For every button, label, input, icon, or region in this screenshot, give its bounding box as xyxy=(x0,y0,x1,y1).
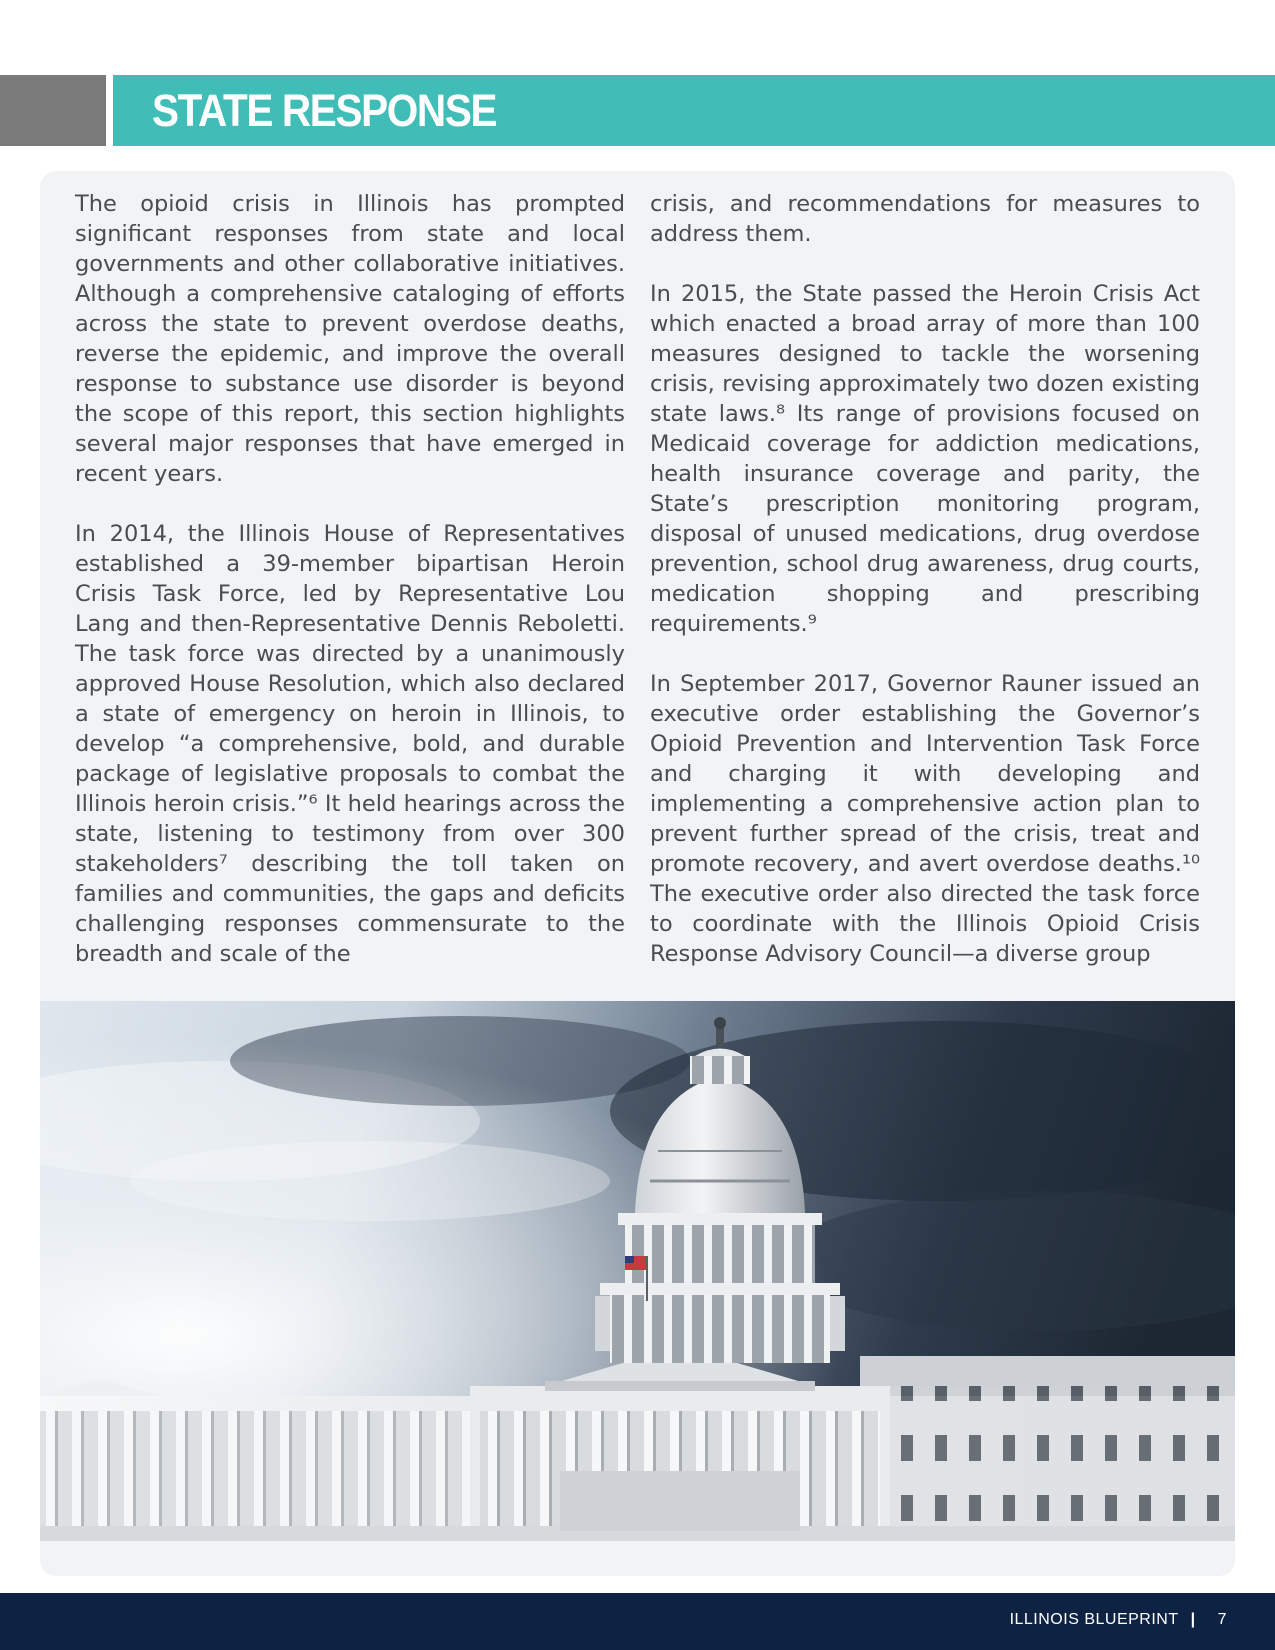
right-text-column xyxy=(650,189,1200,969)
capitol-photo xyxy=(40,1001,1235,1541)
paragraph-intro: The opioid crisis in Illinois has prompted significant responses from state and local governments and other collaborative initiatives. Although a comprehensive cataloging of efforts across the state to prevent overdose deaths, reverse the epidemic, and improve the overall response to substance use disorder is beyond the scope of this report, this section highlights several major responses that have emerged in recent years. xyxy=(75,191,625,487)
paragraph-task-force-2014: In 2014, the Illinois House of Representatives established a 39-member bipartisan Heroin Crisis Task Force, led by Representative Lou Lang and then-Representative Dennis Reboletti. The task force was directed by a unanimously approved House Resolution, which also declared a state of emergency on heroin in Illinois, to develop “a comprehensive, bold, and durable package of legislative proposals to combat the Illinois heroin crisis.”⁶ It held hearings across the state, listening to testimony from over 300 stakeholders⁷ describing the toll taken on families and communities, the gaps and deficits challenging responses commensurate to the breadth and scale of the xyxy=(75,521,625,967)
left-text-column xyxy=(75,189,625,969)
publication-name: ILLINOIS BLUEPRINT xyxy=(1009,1611,1179,1628)
content-panel xyxy=(40,171,1235,1576)
page-footer xyxy=(0,1593,1275,1650)
section-title: STATE RESPONSE xyxy=(152,85,497,136)
header-accent-block xyxy=(0,75,106,146)
paragraph-continuation: crisis, and recommendations for measures to address them. xyxy=(650,191,1200,247)
paragraph-heroin-crisis-act: In 2015, the State passed the Heroin Crisis Act which enacted a broad array of more than 100 measures designed to tackle the worsening crisis, revising approximately two dozen existing state laws.⁸ Its range of provisions focused on Medicaid coverage for addiction medications, health insurance coverage and parity, the State’s prescription monitoring program, disposal of unused medications, drug overdose prevention, school drug awareness, drug courts, medication shopping and prescribing requirements.⁹ xyxy=(650,281,1200,637)
footer-separator: | xyxy=(1190,1611,1196,1628)
paragraph-executive-order: In September 2017, Governor Rauner issued an executive order establishing the Governor’s Opioid Prevention and Intervention Task Force and charging it with developing and implementing a comprehensive action plan to prevent further spread of the crisis, treat and promote recovery, and avert overdose deaths.¹⁰ The executive order also directed the task force to coordinate with the Illinois Opioid Crisis Response Advisory Council—a diverse group xyxy=(650,671,1200,967)
section-header xyxy=(0,75,1275,146)
page-number: 7 xyxy=(1217,1611,1227,1628)
footer-text xyxy=(1010,1610,1227,1630)
